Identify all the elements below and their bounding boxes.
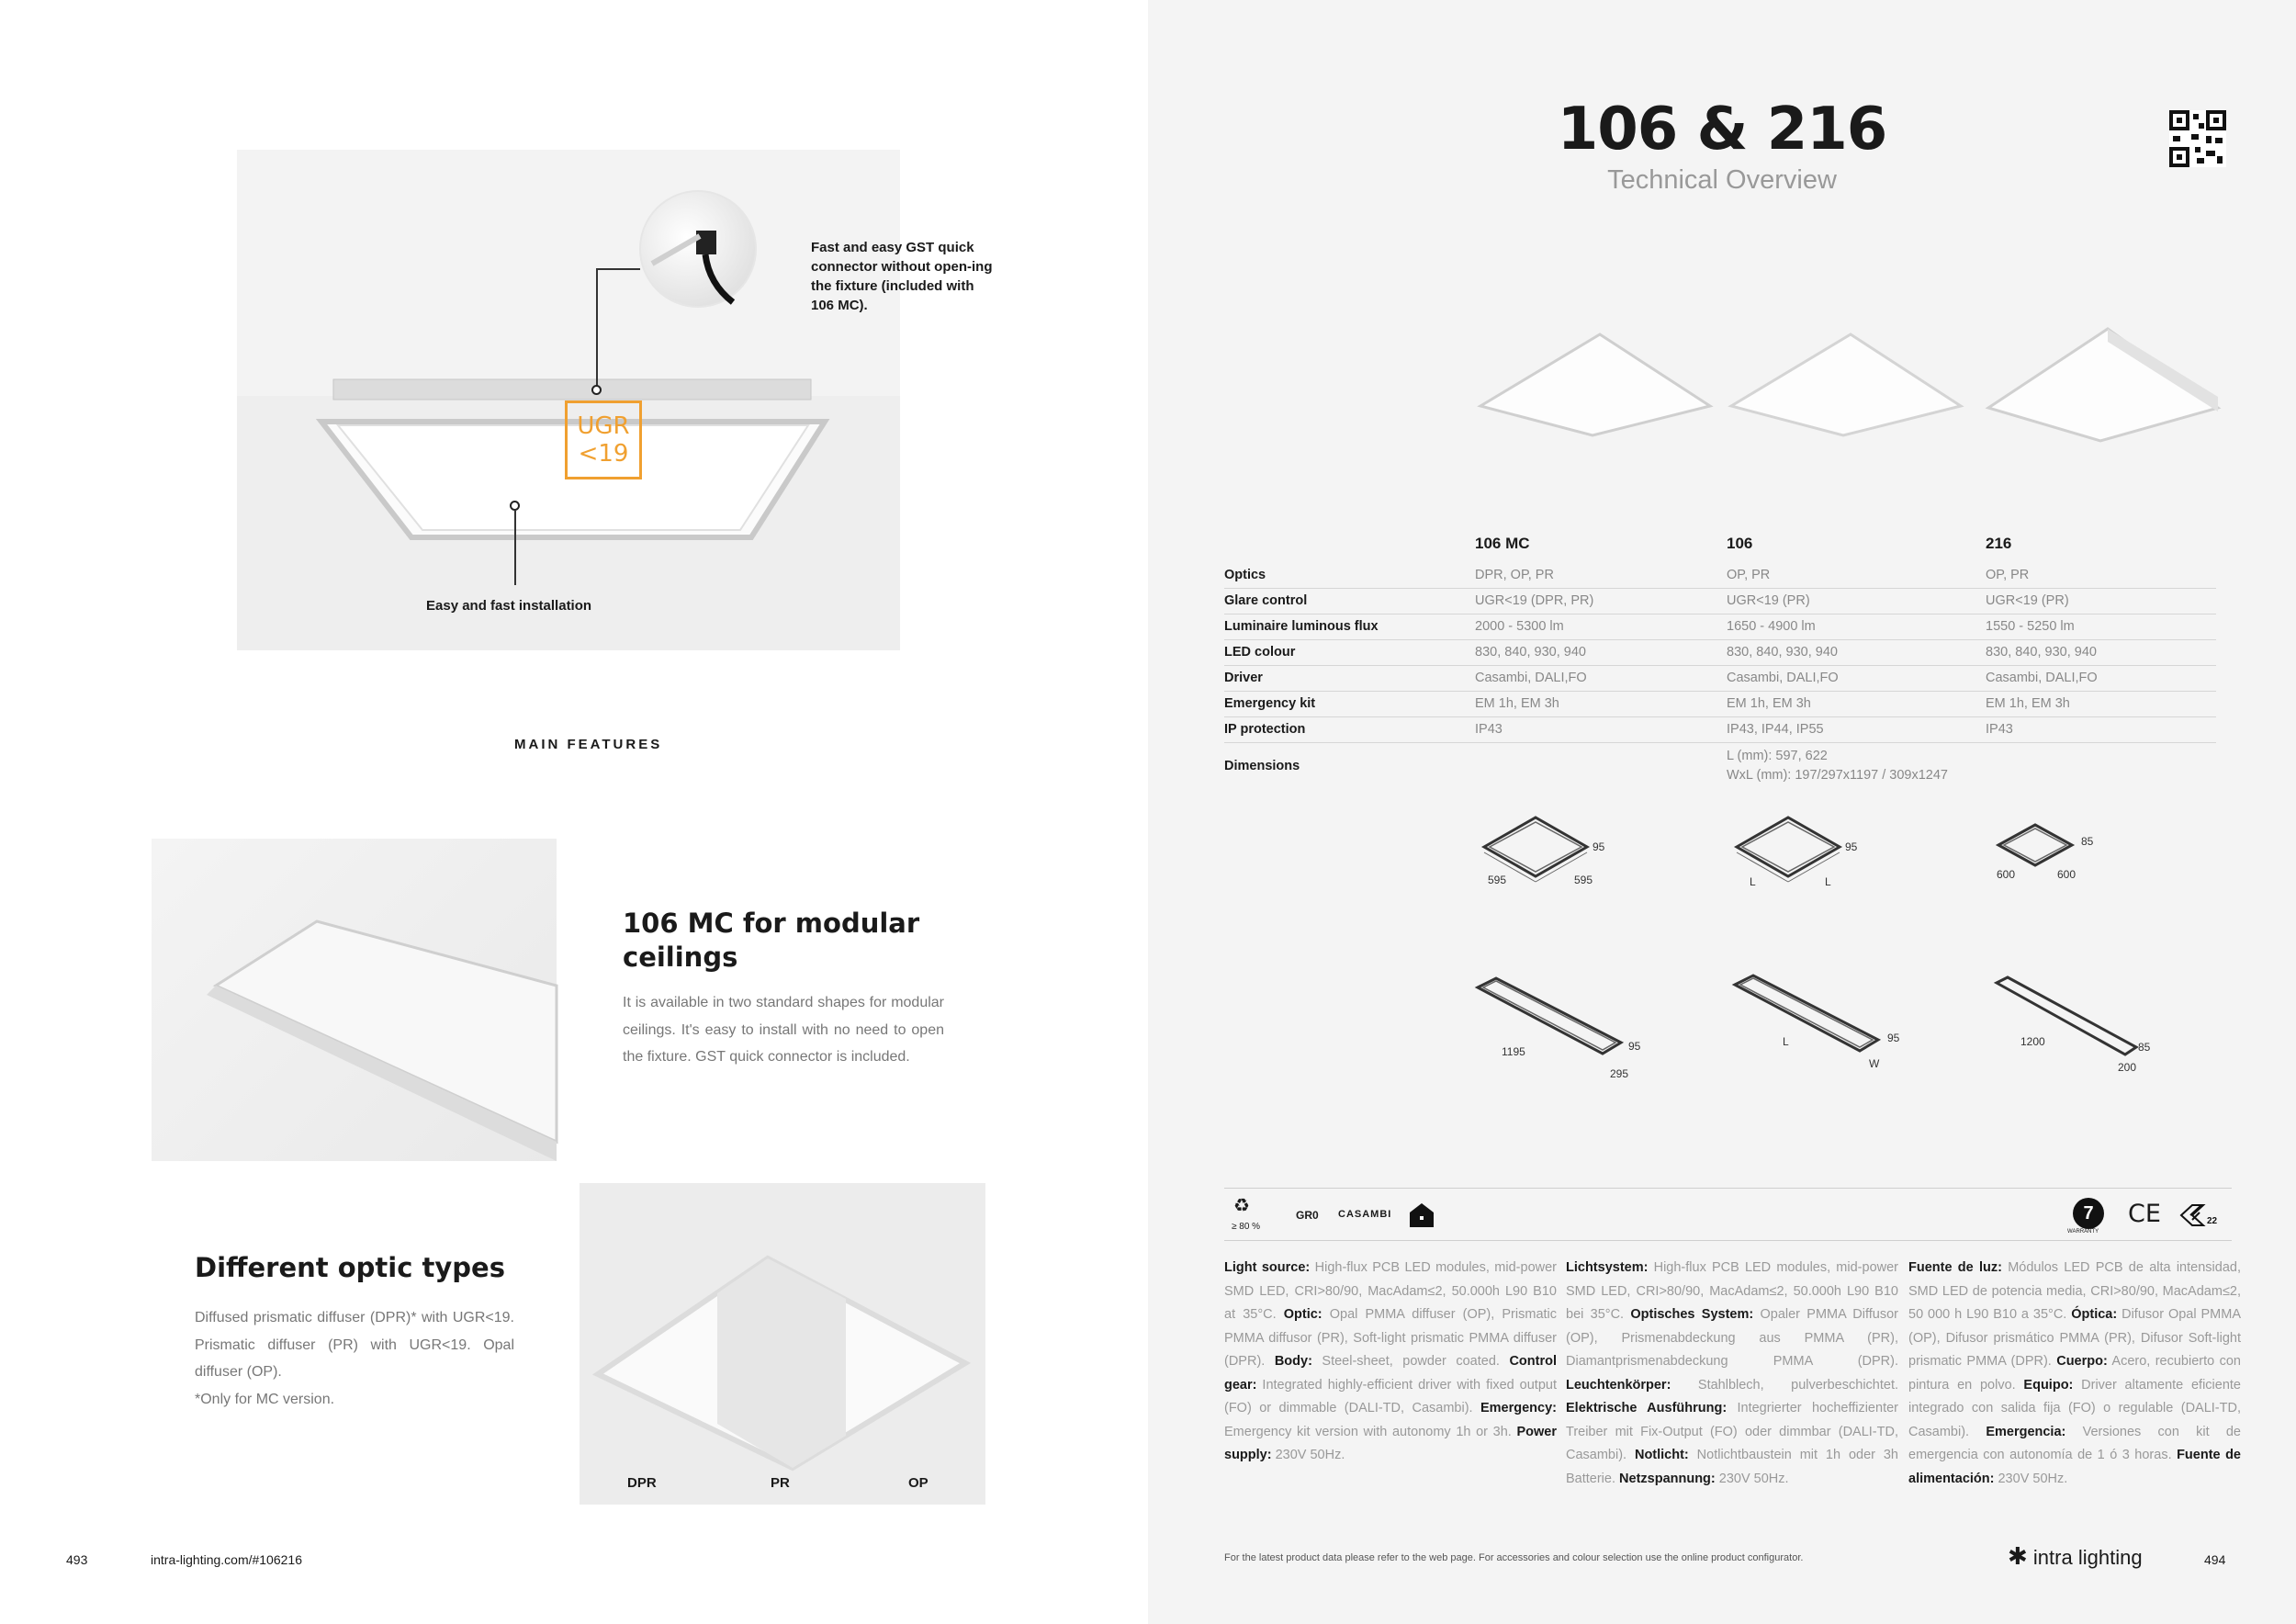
spec-value: UGR<19 (PR) — [1986, 588, 2216, 614]
drawing-linear-106mc — [1474, 969, 1649, 1088]
casambi-icon: CASAMBI — [1338, 1209, 1392, 1220]
spec-value: 1550 - 5250 lm — [1986, 614, 2216, 639]
footer-note: For the latest product data please refer to the web page. For accessories and colour selection use the online product configurator. — [1224, 1552, 1804, 1563]
description-value: High-flux PCB LED modules, mid-power SMD LED, CRI>80/90, MacAdam≤2, 50.000h L90 B10 at 35°C. — [1224, 1260, 1557, 1322]
optic-body-line2: *Only for MC version. — [195, 1391, 335, 1407]
spec-label: Glare control — [1224, 588, 1475, 614]
description-value: 230V 50Hz. — [1994, 1471, 2068, 1486]
description-value: Stahlblech, pulverbeschichtet. — [1671, 1377, 1898, 1393]
installation-note: Easy and fast installation — [426, 598, 592, 614]
spec-value: IP43 — [1986, 716, 2216, 742]
dim-label: 595 — [1574, 874, 1593, 886]
description-value: 230V 50Hz. — [1715, 1471, 1789, 1486]
description-key: Optisches System: — [1630, 1307, 1754, 1322]
warranty-icon: 7 — [2073, 1198, 2104, 1229]
dimensions-value — [1727, 742, 2216, 790]
footer-url-link[interactable]: intra-lighting.com/#106216 — [151, 1552, 302, 1567]
product-image-106 — [1731, 331, 1961, 441]
main-features-heading: MAIN FEATURES — [514, 737, 663, 752]
description-key: Lichtsystem: — [1566, 1260, 1649, 1275]
callout-line — [514, 510, 516, 585]
description-value: Módulos LED PCB de alta intensidad, SMD LED de potencia media, CRI>80/90, MacAdam≤2, 50 000 h L90 B10 a 35°C. — [1908, 1260, 2241, 1322]
column-216: 216 — [1986, 535, 2012, 552]
ugr-badge-line1: UGR — [577, 412, 630, 440]
weee-mark-icon — [2179, 1203, 2220, 1227]
optic-label-dpr: DPR — [627, 1475, 657, 1491]
spec-value: Casambi, DALI,FO — [1475, 665, 1727, 691]
optic-types-photo — [580, 1183, 985, 1505]
drawing-square-106mc — [1479, 808, 1626, 891]
description-value: Acero, recubierto con pintura en polvo. — [1908, 1354, 2241, 1393]
dim-label: 1200 — [2020, 1035, 2045, 1048]
description-key: Equipo: — [2023, 1377, 2074, 1393]
dim-label: 85 — [2138, 1041, 2151, 1054]
dim-label: L — [1783, 1035, 1789, 1048]
dim-label: L — [1750, 875, 1756, 888]
ce-mark-icon: CE — [2128, 1200, 2161, 1228]
right-page — [1148, 0, 2296, 1624]
dim-label: 95 — [1845, 840, 1858, 853]
description-key: Netzspannung: — [1619, 1471, 1716, 1486]
description-value: Difusor Opal PMMA (OP), Difusor prismático PMMA (PR), Difusor Soft-light prismatic PMMA (DPR). — [1908, 1307, 2241, 1369]
spec-value: EM 1h, EM 3h — [1727, 691, 1986, 716]
description-key: Body: — [1274, 1354, 1312, 1369]
description-value: Integrated highly-efficient driver with fixed output (FO) or dimmable (DALI-TD, Casambi). — [1224, 1377, 1557, 1415]
description-key: Cuerpo: — [2056, 1354, 2108, 1369]
recycle-label: ≥ 80 % — [1232, 1222, 1261, 1232]
mc-heading: 106 MC for modular ceilings — [623, 908, 920, 973]
dim-label: 95 — [1593, 840, 1605, 853]
spec-label: Driver — [1224, 665, 1475, 691]
specs-row — [1224, 716, 2216, 742]
drawing-linear-106 — [1731, 966, 1906, 1086]
optic-body-line1: Diffused prismatic diffuser (DPR)* with UGR<19. Prismatic diffuser (PR) with UGR<19. Opal diffuser (OP). — [195, 1310, 514, 1380]
ugr-badge-line2: <19 — [578, 440, 629, 468]
description-key: Leuchtenkörper: — [1566, 1377, 1671, 1393]
spec-value: 830, 840, 930, 940 — [1727, 639, 1986, 665]
spec-value: 1650 - 4900 lm — [1727, 614, 1986, 639]
description-key: Control gear: — [1224, 1354, 1557, 1393]
dim-label: 600 — [2057, 868, 2077, 881]
optic-label-pr: PR — [771, 1475, 790, 1491]
specs-row — [1224, 614, 2216, 639]
description-key: Power supply: — [1224, 1424, 1557, 1462]
spec-value: 2000 - 5300 lm — [1475, 614, 1727, 639]
spec-value: IP43 — [1475, 716, 1727, 742]
specs-table — [1224, 535, 2216, 790]
description-value: Integrierter hocheffizienter Treiber mit Fix-Output (FO) oder dimmbar (DALI-TD, Casambi). — [1566, 1401, 1898, 1462]
spec-label: LED colour — [1224, 639, 1475, 665]
certification-bar — [1224, 1188, 2232, 1241]
description-value: Emergency kit version with autonomy 1h or 3h. — [1224, 1424, 1517, 1439]
qr-code-icon[interactable] — [2169, 110, 2226, 167]
dim-label: 200 — [2118, 1061, 2137, 1074]
optic-heading: Different optic types — [195, 1252, 505, 1283]
spec-value: OP, PR — [1986, 562, 2216, 588]
right-page-number: 494 — [2204, 1552, 2226, 1567]
spec-label: Emergency kit — [1224, 691, 1475, 716]
description-spanish — [1908, 1257, 2241, 1491]
drawing-square-106 — [1731, 808, 1878, 891]
brand-name: intra lighting — [2032, 1546, 2143, 1569]
description-value: Driver altamente eficiente integrado con salida fija (FO) o regulable (DALI-TD, Casambi). — [1908, 1377, 2241, 1439]
spec-label: Dimensions — [1224, 759, 1300, 774]
dim-label: 95 — [1887, 1032, 1900, 1044]
product-title: 106 & 216 — [1557, 96, 1887, 164]
specs-header-row — [1224, 535, 2216, 562]
dimensions-line1: L (mm): 597, 622 — [1727, 749, 1828, 764]
dim-label: 85 — [2081, 835, 2094, 848]
description-value: Versiones con kit de emergencia con autonomía de 1 ó 3 horas. — [1908, 1424, 2241, 1462]
description-key: Fuente de alimentación: — [1908, 1448, 2242, 1486]
product-subtitle: Technical Overview — [1607, 165, 1837, 195]
description-key: Óptica: — [2071, 1307, 2118, 1322]
spec-label: Optics — [1224, 562, 1475, 588]
product-image-216 — [1988, 323, 2218, 461]
description-key: Fuente de luz: — [1908, 1260, 2002, 1275]
description-key: Notlicht: — [1634, 1448, 1689, 1462]
column-106: 106 — [1727, 535, 1753, 552]
specs-row-dimensions — [1224, 742, 2216, 790]
spec-value: Casambi, DALI,FO — [1986, 665, 2216, 691]
spec-label: IP protection — [1224, 716, 1475, 742]
column-106mc: 106 MC — [1475, 535, 1530, 552]
spec-value: 830, 840, 930, 940 — [1986, 639, 2216, 665]
specs-row — [1224, 562, 2216, 588]
dim-label: 595 — [1488, 874, 1507, 886]
description-key: Emergency: — [1480, 1401, 1557, 1415]
recycle-icon: ♻ — [1233, 1196, 1250, 1216]
optic-body — [195, 1304, 514, 1413]
description-value: Steel-sheet, powder coated. — [1311, 1354, 1510, 1369]
gr0-icon: GR0 — [1296, 1209, 1319, 1222]
drawing-linear-216 — [1993, 974, 2167, 1084]
specs-row — [1224, 639, 2216, 665]
specs-row — [1224, 691, 2216, 716]
callout-line — [596, 268, 640, 270]
callout-dot — [591, 385, 602, 395]
description-value: Notlichtbaustein mit 1h oder 3h Batterie. — [1566, 1448, 1898, 1486]
dim-label: W — [1869, 1057, 1880, 1070]
description-key: Elektrische Ausführung: — [1566, 1401, 1728, 1415]
optic-label-op: OP — [908, 1475, 929, 1491]
year-label: 22 — [2207, 1216, 2218, 1226]
spec-value: EM 1h, EM 3h — [1986, 691, 2216, 716]
warranty-label: WARRANTY — [2067, 1229, 2099, 1235]
dim-label: 1195 — [1502, 1045, 1525, 1058]
description-value: High-flux PCB LED modules, mid-power SMD LED, CRI>80/90, MacAdam≤2, 50.000h L90 B10 bei 35°C. — [1566, 1260, 1898, 1322]
spec-value: EM 1h, EM 3h — [1475, 691, 1727, 716]
description-key: Emergencia: — [1986, 1424, 2066, 1439]
specs-row — [1224, 665, 2216, 691]
description-value: Opaler PMMA Diffusor (OP), Prismenabdeckung aus PMMA (PR), Diamantprismenabdeckung PMMA (DPR). — [1566, 1307, 1898, 1369]
mc-body: It is available in two standard shapes for modular ceilings. It's easy to install with no need to open the fixture. GST quick connector is included. — [623, 995, 944, 1065]
spec-value: 830, 840, 930, 940 — [1475, 639, 1727, 665]
spec-value: Casambi, DALI,FO — [1727, 665, 1986, 691]
spec-value: DPR, OP, PR — [1475, 562, 1727, 588]
description-key: Light source: — [1224, 1260, 1311, 1275]
connector-zoom-circle — [639, 190, 757, 308]
dim-label: 95 — [1628, 1040, 1641, 1053]
connector-note: Fast and easy GST quick connector without open-ing the fixture (included with 106 MC). — [811, 240, 993, 313]
description-key: Optic: — [1283, 1307, 1322, 1322]
brand-logo[interactable] — [2008, 1542, 2143, 1571]
description-value: Opal PMMA diffuser (OP), Prismatic PMMA diffusor (PR), Soft-light prismatic PMMA diffuser (DPR). — [1224, 1307, 1558, 1369]
spec-value: IP43, IP44, IP55 — [1727, 716, 1986, 742]
dimensions-line2: WxL (mm): 197/297x1197 / 309x1247 — [1727, 768, 1948, 784]
product-image-106mc — [1480, 331, 1710, 441]
indoor-use-icon — [1408, 1201, 1435, 1229]
spec-value: OP, PR — [1727, 562, 1986, 588]
description-value: 230V 50Hz. — [1271, 1448, 1345, 1462]
modular-ceiling-photo — [152, 839, 557, 1161]
description-german — [1566, 1257, 1898, 1491]
spec-value: UGR<19 (DPR, PR) — [1475, 588, 1727, 614]
spec-label: Luminaire luminous flux — [1224, 614, 1475, 639]
star-icon: ✱ — [2008, 1542, 2028, 1570]
ugr-badge — [565, 400, 642, 479]
dim-label: 600 — [1997, 868, 2016, 881]
dim-label: 295 — [1610, 1067, 1629, 1080]
specs-row — [1224, 588, 2216, 614]
callout-line — [596, 268, 598, 392]
spec-value: UGR<19 (PR) — [1727, 588, 1986, 614]
drawing-square-216 — [1993, 818, 2131, 891]
dim-label: L — [1825, 875, 1831, 888]
description-english — [1224, 1257, 1557, 1468]
left-page-number: 493 — [66, 1552, 88, 1567]
